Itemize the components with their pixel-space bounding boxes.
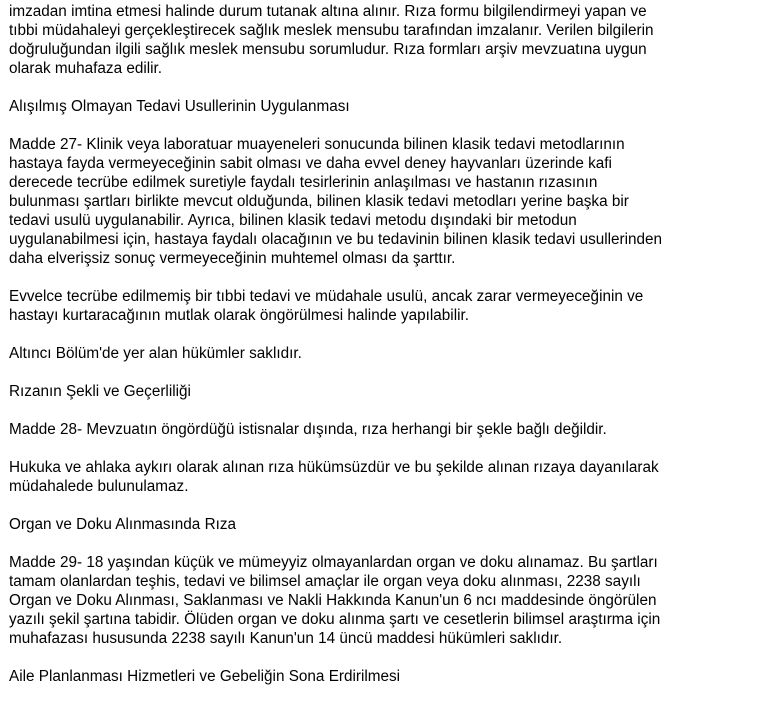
paragraph-article-28: Madde 28- Mevzuatın öngördüğü istisnalar dışında, rıza herhangi bir şekle bağlı değildir. — [9, 421, 607, 438]
section-heading-organ-tissue-consent: Organ ve Doku Alınmasında Rıza — [9, 516, 237, 533]
paragraph-sixth-section-reference: Altıncı Bölüm'de yer alan hükümler saklıdır. — [9, 345, 302, 362]
document-body — [9, 2, 753, 705]
paragraph-untested-treatment: Evvelce tecrübe edilmemiş bir tıbbi tedavi ve müdahale usulü, ancak zarar vermeyeceğinin ve hastayı kurtaracağının mutlak olarak öngörülmesi halinde yapılabilir. — [9, 288, 644, 324]
paragraph-article-27: Madde 27- Klinik veya laboratuar muayeneleri sonucunda bilinen klasik tedavi metodlarının hastaya fayda vermeyeceğinin sabit olması ve daha evvel deney hayvanları üzerinde kafi derecede tecrübe edilmek suretiyle faydalı tesirlerinin anlaşılması ve hastanın rızasının bulunması şartları birlikte mevcut olduğunda, bilinen klasik tedavi metodları yerine başka bir tedavi usulü uygulanabilir. Ayrıca, bilinen klasik tedavi metodu dışındaki bir metodun uygulanabilmesi için, hastaya faydalı olacağının ve bu tedavinin bilinen klasik tedavi usullerinden daha elverişsiz sonuç vermeyeceğinin muhtemel olması da şarttır. — [9, 136, 663, 267]
section-heading-unusual-treatment: Alışılmış Olmayan Tedavi Usullerinin Uygulanması — [9, 98, 350, 115]
section-heading-family-planning: Aile Planlanması Hizmetleri ve Gebeliğin Sona Erdirilmesi — [9, 668, 401, 685]
paragraph-invalid-consent: Hukuka ve ahlaka aykırı olarak alınan rıza hükümsüzdür ve bu şekilde alınan rızaya dayanılarak müdahalede bulunulamaz. — [9, 459, 659, 495]
paragraph-consent-form-archiving: imzadan imtina etmesi halinde durum tutanak altına alınır. Rıza formu bilgilendirmeyi yapan ve tıbbi müdahaleyi gerçekleştirecek sağlık meslek mensubu tarafından imzalanır. Verilen bilgilerin doğruluğundan ilgili sağlık meslek mensubu sorumludur. Rıza formları arşiv mevzuatına uygun olarak muhafaza edilir. — [9, 3, 654, 77]
paragraph-article-29: Madde 29- 18 yaşından küçük ve mümeyyiz olmayanlardan organ ve doku alınamaz. Bu şartları tamam olanlardan teşhis, tedavi ve bilimsel amaçlar ile organ veya doku alınması, 2238 sayılı Organ ve Doku Alınması, Saklanması ve Nakli Hakkında Kanun'un 6 ncı maddesinde öngörülen yazılı şekil şartına tabidir. Ölüden organ ve doku alınma şartı ve cesetlerin bilimsel araştırma için muhafazası hususunda 2238 sayılı Kanun'un 14 üncü maddesi hükümleri saklıdır. — [9, 554, 661, 647]
section-heading-consent-form-validity: Rızanın Şekli ve Geçerliliği — [9, 383, 191, 400]
